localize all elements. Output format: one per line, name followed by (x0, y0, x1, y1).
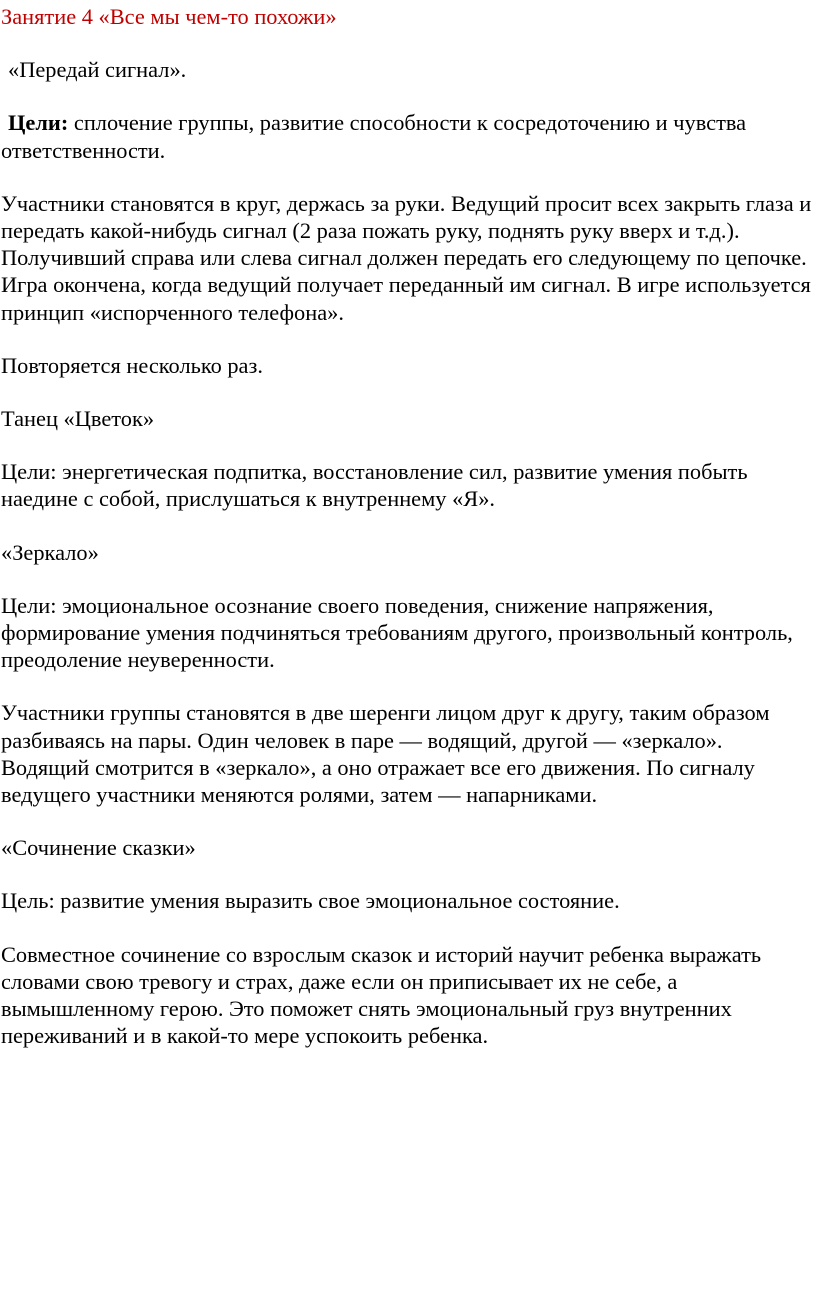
instructions-signal: Участники становятся в круг, держась за руки. Ведущий просит всех закрыть глаза и передать какой-нибудь сигнал (2 раза пожать руку, поднять руку вверх и т.д.). Получивший справа или слева сигнал должен передать его следующему по цепочке. Игра окончена, когда ведущий получает переданный им сигнал. В игре используется принцип «испорченного телефона». (1, 190, 812, 325)
instructions-mirror: Участники группы становятся в две шеренги лицом друг к другу, таким образом разбиваясь на пары. Один человек в паре — водящий, другой — «зеркало». Водящий смотрится в «зеркало», а оно отражает все его движения. По сигналу ведущего участники меняются ролями, затем — напарниками. (1, 700, 770, 808)
goals-text: сплочение группы, развитие способности к сосредоточению и чувства ответственности. (1, 110, 747, 163)
exercise-title-fairytale: «Сочинение сказки» (1, 835, 196, 861)
goals-paragraph-signal (1, 109, 816, 163)
repeat-note: Повторяется несколько раз. (1, 352, 263, 378)
exercise-title-flower: Танец «Цветок» (1, 406, 155, 432)
exercise-title-signal: «Передай сигнал». (8, 57, 187, 83)
lesson-title: Занятие 4 «Все мы чем-то похожи» (1, 4, 337, 29)
description-fairytale: Совместное сочинение со взрослым сказок и историй научит ребенка выражать словами свою тревогу и страх, даже если он приписывает их не себе, а вымышленному герою. Это поможет снять эмоциональный груз внутренних переживаний и в какой-то мере успокоить ребенка. (1, 941, 762, 1049)
goals-label: Цели: (8, 110, 69, 136)
goals-paragraph-mirror: Цели: эмоциональное осознание своего поведения, снижение напряжения, формирование умения подчиняться требованиям другого, произвольный контроль, преодоление неуверенности. (1, 592, 793, 673)
goals-paragraph-fairytale: Цель: развитие умения выразить свое эмоциональное состояние. (1, 888, 620, 914)
goals-paragraph-flower: Цели: энергетическая подпитка, восстановление сил, развитие умения побыть наедине с собой, прислушаться к внутреннему «Я». (1, 459, 748, 512)
exercise-title-mirror: «Зеркало» (1, 539, 99, 565)
